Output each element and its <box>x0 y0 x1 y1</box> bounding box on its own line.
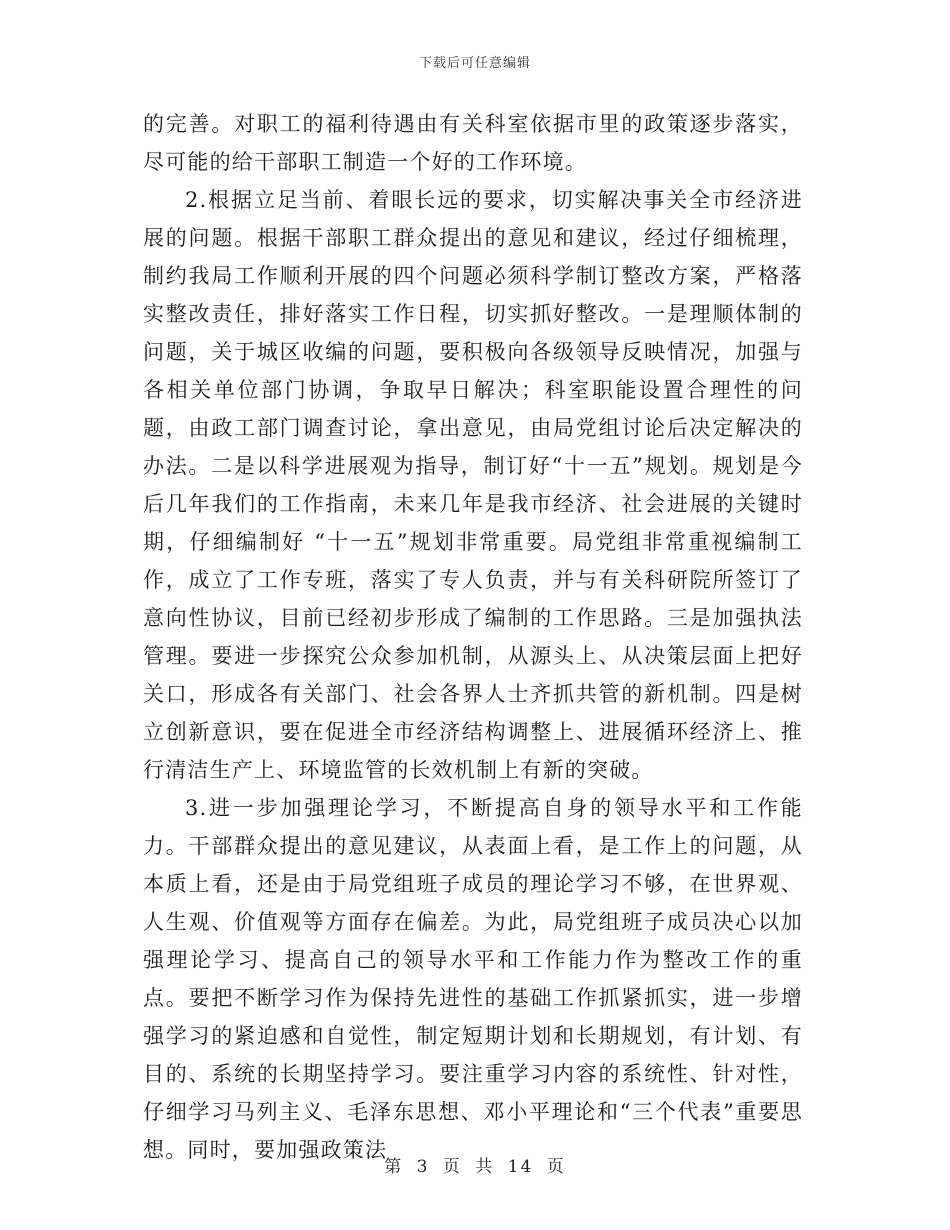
page-header: 下载后可任意编辑 <box>418 56 531 71</box>
page-footer: 第 3 页 共 14 页 <box>384 1157 566 1177</box>
paragraph-continuation: 的完善。对职工的福利待遇由有关科室依据市里的政策逐步落实，尽可能的给干部职工制造一个好的工作环境。 <box>143 112 803 174</box>
paragraph-item-3: 3.进一步加强理论学习，不断提高自身的领导水平和工作能力。干部群众提出的意见建议，从表面上看，是工作上的问题，从本质上看，还是由于局党组班子成员的理论学习不够，在世界观、人生观、价值观等方面存在偏差。为此，局党组班子成员决心以加强理论学习、提高自己的领导水平和工作能力作为整改工作的重点。要把不断学习作为保持先进性的基础工作抓紧抓实，进一步增强学习的紧迫感和自觉性，制定短期计划和长期规划，有计划、有目的、系统的长期坚持学习。要注重学习内容的系统性、针对性，仔细学习马列主义、毛泽东思想、邓小平理论和“三个代表”重要思想。同时，要加强政策法 <box>143 796 803 1162</box>
document-body <box>143 105 803 1169</box>
paragraph-item-2: 2.根据立足当前、着眼长远的要求，切实解决事关全市经济进展的问题。根据干部职工群众提出的意见和建议，经过仔细梳理，制约我局工作顺利开展的四个问题必须科学制订整改方案，严格落实整改责任，排好落实工作日程，切实抓好整改。一是理顺体制的问题，关于城区收编的问题，要积极向各级领导反映情况，加强与各相关单位部门协调，争取早日解决；科室职能设置合理性的问题，由政工部门调查讨论，拿出意见，由局党组讨论后决定解决的办法。二是以科学进展观为指导，制订好“十一五”规划。规划是今后几年我们的工作指南，未来几年是我市经济、社会进展的关键时期，仔细编制好 “十一五”规划非常重要。局党组非常重视编制工作，成立了工作专班，落实了专人负责，并与有关科研院所签订了意向性协议，目前已经初步形成了编制的工作思路。三是加强执法管理。要进一步探究公众参加机制，从源头上、从决策层面上把好关口，形成各有关部门、社会各界人士齐抓共管的新机制。四是树立创新意识，要在促进全市经济结构调整上、进展循环经济上、推行清洁生产上、环境监管的长效机制上有新的突破。 <box>143 188 803 782</box>
